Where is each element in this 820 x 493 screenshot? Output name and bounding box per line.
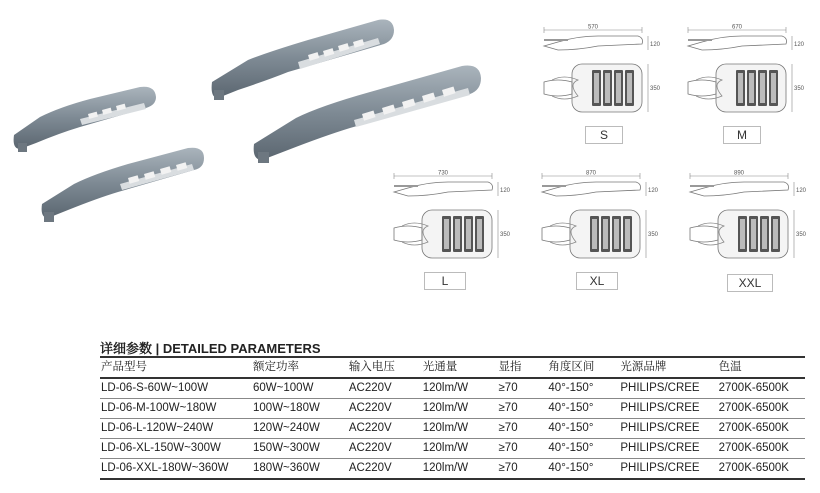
width-dimension-label: 570: [587, 24, 599, 31]
table-cell: 100W~180W: [253, 402, 320, 414]
top-width-dimension-label: 350: [500, 232, 511, 238]
column-header: 光源品牌: [620, 361, 667, 373]
parameters-table: [100, 356, 805, 480]
size-label-m: M: [723, 126, 761, 144]
table-cell: LD-06-M-100W~180W: [101, 402, 217, 414]
column-header: 产品型号: [101, 361, 147, 373]
column-header: 角度区间: [548, 361, 595, 373]
table-cell: ≥70: [498, 422, 518, 434]
table-row: [100, 419, 805, 439]
table-cell: 60W~100W: [253, 382, 314, 394]
table-cell: 2700K-6500K: [718, 442, 789, 454]
parameters-heading: 详细参数 | DETAILED PARAMETERS: [100, 341, 321, 356]
table-cell: 2700K-6500K: [718, 402, 789, 414]
table-cell: 120W~240W: [253, 422, 320, 434]
table-cell: PHILIPS/CREE: [620, 422, 700, 434]
dimension-diagram-s: [538, 24, 663, 119]
table-cell: 120lm/W: [422, 422, 469, 434]
size-label-xxl: XXL: [727, 274, 773, 292]
table-cell: PHILIPS/CREE: [620, 462, 700, 474]
size-label-l: L: [424, 272, 466, 290]
side-height-dimension-label: 120: [794, 42, 805, 48]
top-width-dimension-label: 350: [650, 86, 661, 92]
column-header: 输入电压: [348, 361, 395, 373]
side-height-dimension-label: 120: [796, 188, 807, 194]
dimension-diagram-xl: [536, 170, 661, 265]
top-width-dimension-label: 350: [648, 232, 659, 238]
table-cell: ≥70: [498, 382, 518, 394]
table-cell: 180W~360W: [253, 462, 320, 474]
side-height-dimension-label: 120: [648, 188, 659, 194]
table-cell: 120lm/W: [422, 382, 469, 394]
table-cell: 40°-150°: [548, 442, 594, 454]
table-cell: 2700K-6500K: [718, 422, 789, 434]
dimension-diagram-m: [682, 24, 807, 119]
top-width-dimension-label: 350: [794, 86, 805, 92]
table-cell: PHILIPS/CREE: [620, 442, 700, 454]
street-light-photo-4: [250, 60, 485, 168]
table-cell: LD-06-L-120W~240W: [101, 422, 214, 434]
table-cell: LD-06-XL-150W~300W: [101, 442, 221, 454]
column-header: 显指: [498, 361, 522, 373]
table-cell: LD-06-S-60W~100W: [101, 382, 209, 394]
table-cell: 120lm/W: [422, 462, 469, 474]
table-row: [100, 439, 805, 459]
top-width-dimension-label: 350: [796, 232, 807, 238]
table-cell: PHILIPS/CREE: [620, 382, 700, 394]
table-cell: ≥70: [498, 462, 518, 474]
table-row: [100, 399, 805, 419]
street-light-photo-3: [38, 142, 208, 227]
column-header: 额定功率: [253, 361, 300, 373]
dimension-diagram-xxl: [684, 170, 809, 265]
table-cell: 40°-150°: [548, 382, 594, 394]
table-row: [100, 378, 805, 399]
table-row: [100, 459, 805, 480]
dimension-diagram-l: [388, 170, 513, 265]
table-cell: 40°-150°: [548, 462, 594, 474]
table-cell: AC220V: [348, 462, 392, 474]
size-label-s: S: [585, 126, 623, 144]
table-cell: 2700K-6500K: [718, 462, 789, 474]
table-cell: AC220V: [348, 422, 392, 434]
side-height-dimension-label: 120: [650, 42, 661, 48]
table-cell: PHILIPS/CREE: [620, 402, 700, 414]
width-dimension-label: 730: [437, 170, 449, 177]
table-cell: 40°-150°: [548, 402, 594, 414]
table-cell: AC220V: [348, 442, 392, 454]
table-cell: ≥70: [498, 442, 518, 454]
table-cell: 40°-150°: [548, 422, 594, 434]
table-cell: 120lm/W: [422, 442, 469, 454]
size-label-xl: XL: [576, 272, 618, 290]
column-header: 光通量: [422, 361, 458, 373]
table-body: [100, 378, 805, 479]
table-cell: LD-06-XXL-180W~360W: [101, 462, 229, 474]
table-cell: AC220V: [348, 382, 392, 394]
side-height-dimension-label: 120: [500, 188, 511, 194]
table-cell: 120lm/W: [422, 402, 469, 414]
table-cell: ≥70: [498, 402, 518, 414]
table-cell: 150W~300W: [253, 442, 320, 454]
width-dimension-label: 670: [731, 24, 743, 31]
width-dimension-label: 870: [585, 170, 597, 177]
width-dimension-label: 890: [733, 170, 745, 177]
table-header: [100, 357, 805, 378]
column-header: 色温: [718, 361, 742, 373]
table-cell: 2700K-6500K: [718, 382, 789, 394]
table-cell: AC220V: [348, 402, 392, 414]
